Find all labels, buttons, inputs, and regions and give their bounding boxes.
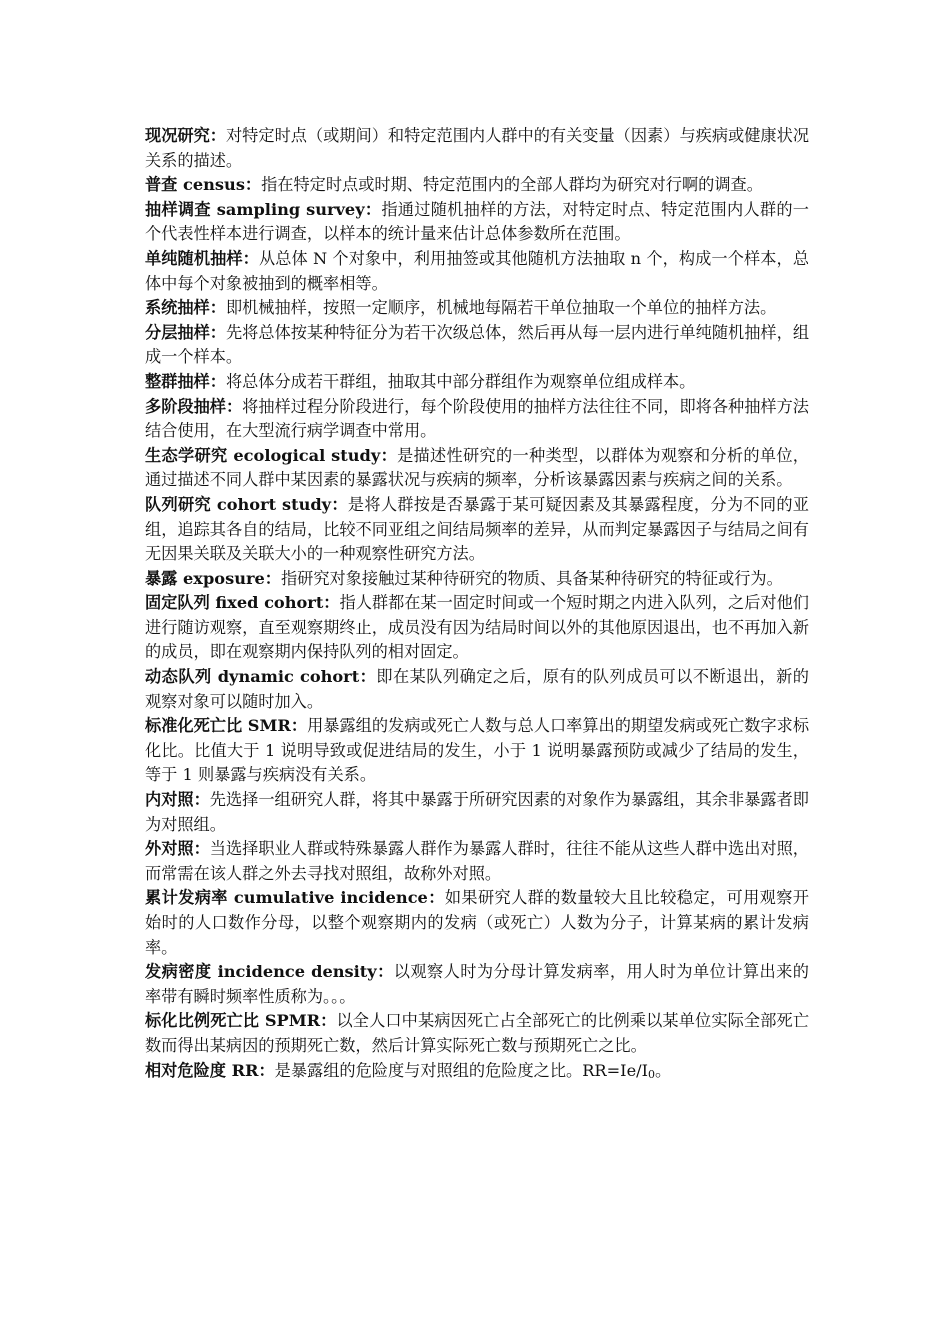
definition: 即在某队列确定之后，原有的队列成员可以不断退出，新的观察对象可以随时加入。: [145, 667, 809, 711]
term: 外对照：: [145, 839, 210, 859]
definition-entry-census: [145, 173, 809, 198]
definition: 如果研究人群的数量较大且比较稳定，可用观察开始时的人口数作分母，以整个观察期内的发病（或死亡）人数为分子，计算某病的累计发病率。: [145, 888, 809, 957]
definition-entry-ecological-study: [145, 444, 809, 493]
definition: 用暴露组的发病或死亡人数与总人口率算出的期望发病或死亡数字求标化比。比值大于 1 说明导致或促进结局的发生，小于 1 说明暴露预防或减少了结局的发生，等于 1 则暴露与疾病没有关系。: [145, 716, 810, 785]
definition: 从总体 N 个对象中，利用抽签或其他随机方法抽取 n 个，构成一个样本，总体中每个对象被抽到的概率相等。: [145, 248, 810, 293]
definition-entry-simple-random-sampling: [145, 247, 809, 296]
definition-entry-cross-sectional: [145, 124, 809, 173]
term: 现况研究：: [145, 126, 226, 145]
definition: 指人群都在某一固定时间或一个短时期之内进入队列，之后对他们进行随访观察，直至观察期终止，成员没有因为结局时间以外的其他原因退出，也不再加入新的成员，即在观察期内保持队列的相对固定。: [145, 593, 809, 662]
definition-entry-cohort-study: [145, 493, 809, 567]
term: 固定队列 fixed cohort：: [145, 593, 340, 613]
term: 发病密度 incidence density：: [145, 962, 394, 982]
term: 相对危险度 RR：: [145, 1060, 275, 1080]
term: 分层抽样：: [145, 322, 226, 342]
definition: 先将总体按某种特征分为若干次级总体，然后再从每一层内进行单纯随机抽样，组成一个样本。: [145, 322, 810, 367]
term: 单纯随机抽样：: [145, 248, 259, 268]
term: 整群抽样：: [145, 371, 226, 391]
definition-entry-cumulative-incidence: [145, 886, 809, 960]
definition-entry-internal-control: [145, 788, 809, 837]
definition-entry-fixed-cohort: [145, 591, 809, 665]
definition: 指在特定时点或时期、特定范围内的全部人群均为研究对行啊的调查。: [261, 175, 763, 195]
term: 普查 census：: [145, 175, 262, 195]
definition: 先选择一组研究人群，将其中暴露于所研究因素的对象作为暴露组，其余非暴露者即为对照组。: [145, 790, 809, 834]
definition-entry-multistage-sampling: [145, 395, 809, 444]
definition: 以观察人时为分母计算发病率，用人时为单位计算出来的率带有瞬时频率性质称为。。。: [145, 962, 809, 1006]
term: 多阶段抽样：: [145, 396, 243, 416]
definition: 将总体分成若干群组，抽取其中部分群组作为观察单位组成样本。: [225, 371, 696, 391]
subscript: 0: [648, 1067, 655, 1081]
definition-entry-smr: [145, 714, 809, 788]
definition: 是描述性研究的一种类型，以群体为观察和分析的单位，通过描述不同人群中某因素的暴露状况与疾病的频率，分析该暴露因素与疾病之间的关系。: [145, 445, 809, 490]
definition-entry-sampling-survey: [145, 198, 809, 247]
definition: 当选择职业人群或特殊暴露人群作为暴露人群时，往往不能从这些人群中选出对照，而常需在该人群之外去寻找对照组，故称外对照。: [145, 839, 809, 883]
definition-entry-stratified-sampling: [145, 321, 809, 370]
definition-entry-systematic-sampling: [145, 296, 809, 321]
definitions-list: [145, 124, 809, 1083]
term: 系统抽样：: [145, 298, 226, 318]
definition: 对特定时点（或期间）和特定范围内人群中的有关变量（因素）与疾病或健康状况关系的描述。: [145, 126, 810, 170]
definition: 是暴露组的危险度与对照组的危险度之比。RR=Ie/I: [274, 1060, 648, 1080]
term: 生态学研究 ecological study：: [145, 445, 398, 465]
term: 标化比例死亡比 SPMR：: [145, 1011, 337, 1031]
definition: 即机械抽样，按照一定顺序，机械地每隔若干单位抽取一个单位的抽样方法。: [225, 298, 777, 318]
definition: 是将人群按是否暴露于某可疑因素及其暴露程度，分为不同的亚组，追踪其各自的结局，比较不同亚组之间结局频率的差异，从而判定暴露因子与结局之间有无因果关联及关联大小的一种观察性研究方法。: [145, 494, 809, 564]
definition-suffix: 。: [655, 1060, 672, 1080]
term: 累计发病率 cumulative incidence：: [145, 888, 445, 908]
term: 暴露 exposure：: [145, 568, 281, 588]
definition-entry-incidence-density: [145, 960, 809, 1009]
definition-entry-spmr: [145, 1009, 809, 1058]
definition: 以全人口中某病因死亡占全部死亡的比例乘以某单位实际全部死亡数而得出某病因的预期死亡数，然后计算实际死亡数与预期死亡之比。: [145, 1011, 810, 1055]
term: 抽样调查 sampling survey：: [145, 199, 382, 219]
definition-entry-cluster-sampling: [145, 370, 809, 395]
definition-entry-external-control: [145, 837, 809, 886]
definition: 将抽样过程分阶段进行，每个阶段使用的抽样方法往往不同，即将各种抽样方法结合使用，在大型流行病学调查中常用。: [145, 396, 809, 441]
definition: 指通过随机抽样的方法，对特定时点、特定范围内人群的一个代表性样本进行调查，以样本的统计量来估计总体参数所在范围。: [145, 199, 809, 244]
term: 标准化死亡比 SMR：: [145, 716, 308, 736]
term: 动态队列 dynamic cohort：: [145, 667, 377, 687]
definition: 指研究对象接触过某种待研究的物质、具备某种待研究的特征或行为。: [280, 568, 783, 588]
term: 内对照：: [145, 790, 210, 810]
definition-entry-relative-risk: [145, 1059, 809, 1084]
definition-entry-exposure: [145, 567, 809, 592]
term: 队列研究 cohort study：: [145, 494, 348, 514]
definition-entry-dynamic-cohort: [145, 665, 809, 714]
